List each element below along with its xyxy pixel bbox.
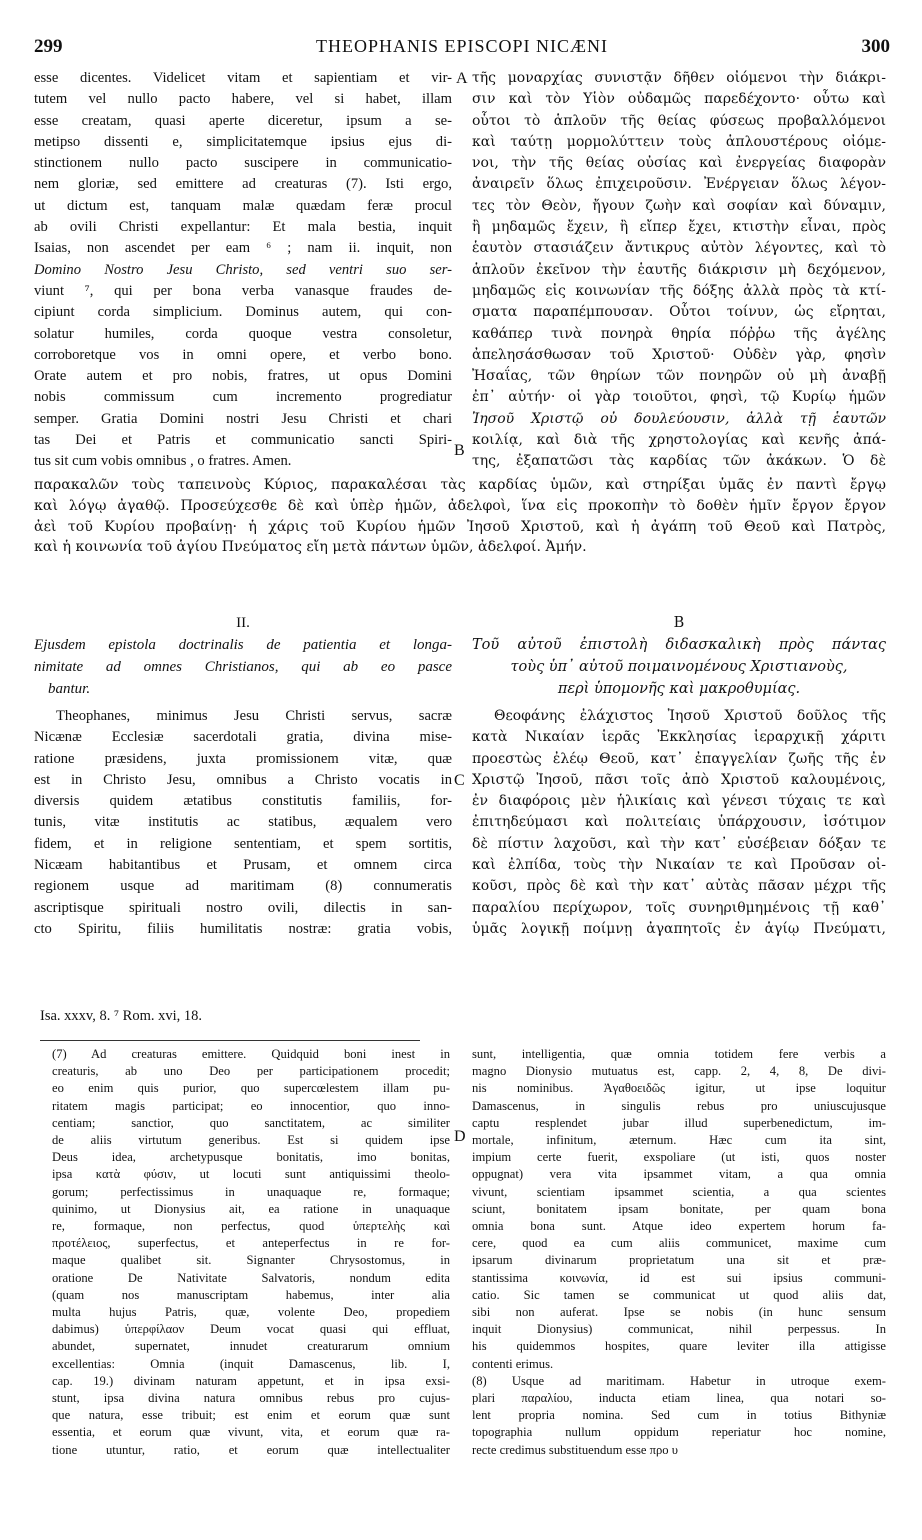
section-title-line: περὶ ὑπομονῆς καὶ μακροθυμίας. <box>557 681 801 697</box>
text-line: κατὰ Νικαίαν ἱερᾶς Ἐκκλησίας ἱεραρχικῇ χάριτι <box>472 729 886 746</box>
text-line: est in Christo Jesu, omnibus a Christo vocatis in <box>34 771 452 788</box>
note-line: recte credimus substituendum esse προ υ <box>472 1442 678 1457</box>
text-line: Ἠσαΐας, τῶν θηρίων τῶν πονηρῶν οὐ μὴ ἀναβῇ <box>472 368 886 385</box>
text-line: semper. Gratia Domini nostri Jesu Christi et chari <box>34 410 452 427</box>
notes-right-column <box>472 1046 886 1459</box>
footnote-rule <box>40 1040 420 1041</box>
text-line: regionem usque ad maritimam (8) connumeratis <box>34 878 452 895</box>
note-line: que natura, esse tribuit; est enim et eorum quæ sunt <box>52 1408 450 1423</box>
note-line: sibi non auferat. Ipse se nobis (in hunc sensum <box>472 1305 886 1320</box>
text-line: τῆς μοναρχίας συνιστᾷν δῆθεν οἰόμενοι τὴν διάκρι- <box>472 70 886 86</box>
greek-section-heading <box>472 612 886 700</box>
notes-left-column <box>52 1046 450 1459</box>
text-line: δὲ πίστιν λαχοῦσι, καὶ τὴν κατ᾽ εὐσέβειαν δόξαν τε <box>472 835 886 852</box>
note-line: eo enim quis purior, quo supercœlestem illam pu- <box>52 1081 450 1096</box>
note-line: cap. 19.) divinam naturam appetunt, et in ipsa exsi- <box>52 1373 450 1388</box>
text-line: Θεοφάνης ἐλάχιστος Ἰησοῦ Χριστοῦ δοῦλος τῆς <box>494 708 886 724</box>
note-line: abundet, supernatet, innudet creaturarum omnium <box>52 1339 450 1354</box>
margin-marker-a: A <box>456 70 468 87</box>
note-line: quinimo, ut Dionysius ait, ea ratione in unaquaque <box>52 1201 450 1216</box>
latin-section-heading <box>34 612 452 700</box>
section-number: II. <box>236 615 250 631</box>
note-line: sciunt, bonitatem ipsam bonitate, per quam bona <box>472 1201 886 1216</box>
note-line: contenti erimus. <box>472 1356 554 1371</box>
note-line: plari παραλίου, inducta etiam linea, qua notari so- <box>472 1391 886 1406</box>
note-line: cere, quod ea cum aliis communicet, maxime cum <box>472 1236 886 1251</box>
text-line: ἀναιρεῖν ὅλως ἐπιχειροῦσιν. Ἐνέργειαν ὅλως λέγον- <box>472 176 886 193</box>
margin-marker-c: C <box>454 772 465 789</box>
footnote-references: Isa. xxxv, 8. ⁷ Rom. xvi, 18. <box>40 1008 202 1024</box>
text-line: solatur humiles, corda quoque vestra consoletur, <box>34 325 452 342</box>
note-line: lent propria nomina. Sed cum in totius Bithyniæ <box>472 1408 886 1423</box>
text-line: ἁπλοῦν ἐκεῖνον τὴν ἑαυτῆς διάκρισιν μὴ δεχόμενον, <box>472 261 886 278</box>
note-line: centiam; sanctior, quo sanctitatem, ac similiter <box>52 1115 450 1130</box>
running-title: THEOPHANIS EPISCOPI NICÆNI <box>315 36 609 56</box>
text-line: corroboretque vos in omni opere, et verbo bono. <box>34 346 452 363</box>
greek-column-1 <box>472 68 886 473</box>
note-line: tione utuntur, ratio, et eorum quæ intellectualiter <box>52 1442 450 1457</box>
text-line: ἐν διαφόροις μὲν ἡλικίαις καὶ γένεσι τύχαις τε καὶ <box>472 793 886 810</box>
text-line: οὗτοι τὸ ἁπλοῦν τῆς θείας φύσεως προβαλλόμενοι <box>472 112 886 129</box>
text-line: metipso dissenti e, simplicitatemque ipsius ejus di- <box>34 133 452 150</box>
margin-marker-d: D <box>454 1128 466 1145</box>
text-line: σματα παραπέμπουσαν. Οὗτοι τοίνυν, ὡς εἴρηται, <box>472 304 886 321</box>
text-line: ascriptisque spirituali nostro ovili, dilectis in san- <box>34 899 452 916</box>
text-line: nem gloriæ, sed emittere ad creaturas (7). Isti ergo, <box>34 176 452 193</box>
note-line: (quam nos manuscriptam habemus, inter alia <box>52 1287 450 1302</box>
note-line: stunt, ipsa divina natura omnibus rebus pro cujus- <box>52 1391 450 1406</box>
section-title-line: bantur. <box>48 681 91 697</box>
text-line: Ἰησοῦ Χριστῷ οὐ δουλεύουσιν, ἀλλὰ τῇ ἑαυτῶν <box>472 410 886 427</box>
latin-column-2 <box>34 706 452 940</box>
note-line: ipsa κατὰ φύσιν, ut locuti sunt antiquissimi theolo- <box>52 1167 450 1182</box>
note-line: (8) Usque ad maritimam. Habetur in utroque exem- <box>472 1373 886 1388</box>
text-line: παρακαλῶν τοὺς ταπεινοὺς Κύριος, παρακαλέσαι τὰς καρδίας ὑμῶν, καὶ στηρίξαι ὑμᾶς ἐν παντὶ ἔργῳ <box>34 477 886 493</box>
text-line: καὶ λόγῳ ἀγαθῷ. Προσεύχεσθε δὲ καὶ ὑπὲρ ἡμῶν, ἀδελφοὶ, ἵνα εἰς προκοπὴν τὸ δοθὲν ἡμῖν ἔργον ἔργον <box>34 497 886 514</box>
text-line: ἐπιτηδεύμασι καὶ πολιτείαις ὑπάρχουσιν, ἰσότιμον <box>472 814 886 831</box>
note-line: ritatem magis participat; eo innocentior, quo inno- <box>52 1098 450 1113</box>
note-line: captu resplendet jubar illud superbenedictum, im- <box>472 1115 886 1130</box>
note-line: προτέλειος, superfectus, et anteperfectus in re for- <box>52 1236 450 1251</box>
text-line: ἐπ᾽ αὐτήν· οἱ γὰρ τοιοῦτοι, φησὶ, τῷ Κυρίῳ ἡμῶν <box>472 389 886 406</box>
left-page-number: 299 <box>34 36 63 57</box>
text-line: κοῦσι, πρὸς δὲ καὶ τὴν κατ᾽ αὐτὰς πᾶσαν μέχρι τῆς <box>472 878 886 895</box>
text-line: νοι, τὴν τῆς θείας οὐσίας καὶ ἐνεργείας διαφορὰν <box>472 155 886 172</box>
running-header <box>34 36 890 60</box>
note-line: sunt, intelligentia, quæ omnia totidem fere verbis a <box>472 1047 886 1061</box>
right-page-number: 300 <box>861 36 890 57</box>
note-line: gorum; perfectissimus in unaquaque re, formaque; <box>52 1184 450 1199</box>
text-line: ἢ μηδαμῶς ἔχειν, ἢ εἴπερ ἔχει, κτιστὴν εἶναι, πρὸς <box>472 219 886 236</box>
text-line: tutem vel nullo pacto habere, vel si habet, illam <box>34 91 452 108</box>
latin-column-1 <box>34 68 452 473</box>
text-line: της, ἐξαπατῶσι τὰς καρδίας τῶν ἀκάκων. Ὁ δὲ <box>472 453 886 470</box>
note-line: ipsarum divinarum proprietatum una sit et præ- <box>472 1253 886 1268</box>
text-line: ἀπελησάσθωσαν τοῦ Χριστοῦ· Οὐδὲν γὰρ, φησὶν <box>472 346 886 363</box>
note-line: Damascenus, in singulis rebus pro uniuscujusque <box>472 1098 886 1113</box>
text-line: Orate autem et pro nobis, fratres, ut opus Domini <box>34 368 452 385</box>
note-line: oppugnat) vera vita ipsammet vitam, a qua omnia <box>472 1167 886 1182</box>
note-line: (7) Ad creaturas emittere. Quidquid boni inest in <box>52 1047 450 1061</box>
text-line: μηδαμῶς εἰς κοινωνίαν τῆς δόξης ἀλλὰ πρὸς τὰ κτί- <box>472 282 886 299</box>
text-line: Isaias, non ascendet per eam ⁶ ; nam ii. inquit, non <box>34 240 452 257</box>
margin-marker-b: B <box>454 442 465 459</box>
note-line: his quidemmos hospites, quare leviter illa attigisse <box>472 1339 886 1354</box>
note-line: Deus idea, archetypusque bonitatis, imo bonitas, <box>52 1150 450 1165</box>
text-line: ut dictum est, tanquam malæ quædam feræ procul <box>34 197 452 214</box>
text-line: Domino Nostro Jesu Christo, sed ventri suo ser- <box>34 261 452 278</box>
text-line: fidem, et in religione sententiam, et spem sortitis, <box>34 835 452 852</box>
note-line: de aliis virtutum generibus. Est si quidem ipse <box>52 1133 450 1148</box>
note-line: catio. Sic tamen se communicat ut quod aliis dat, <box>472 1287 886 1302</box>
text-line: cto Spiritu, filiis humilitatis nostræ: gratia vobis, <box>34 920 452 937</box>
note-line: creaturis, ab uno Deo per participationem procedit; <box>52 1064 450 1079</box>
note-line: maque qualibet sit. Signanter Chrysostomus, in <box>52 1253 450 1268</box>
note-line: multa hujus Patris, quæ, volente Deo, propediem <box>52 1305 450 1320</box>
section-title-line: Τοῦ αὐτοῦ ἐπιστολὴ διδασκαλικὴ πρὸς πάντας <box>472 637 886 653</box>
text-line: viunt ⁷, qui per bona verba vanasque fraudes de- <box>34 282 452 299</box>
text-line: ratione præsidens, juxta promissionem vitæ, quæ <box>34 750 452 767</box>
note-line: re, formaque, non perfectus, quod ὑπερτελὴς καὶ <box>52 1219 450 1234</box>
text-line: ab ovili Christi expellantur: Et mala bestia, inquit <box>34 219 452 236</box>
note-line: stantissima κοινωνία, id est sui ipsius communi- <box>472 1270 886 1285</box>
note-line: omnia bona sunt. Atque ideo expertem horum fa- <box>472 1219 886 1234</box>
note-line: impium certe fuerit, exspoliare (ut isti, quos noster <box>472 1150 886 1165</box>
section-title-line: τοὺς ὑπ᾽ αὐτοῦ ποιμαινομένους Χριστιανοὺς, <box>510 659 848 675</box>
note-line: topographia nullum oppidum reperiatur hoc nomine, <box>472 1425 886 1440</box>
text-line: ὑμᾶς λογικῇ ποίμνῃ ἀγαπητοῖς ἐν ἁγίῳ Πνεύματι, <box>472 920 886 937</box>
text-line: Nicæam habitantibus et Prusam, et omnem circa <box>34 857 452 874</box>
text-line: σιν καὶ τὸν Υἱὸν οὐδαμῶς παρεδέχοντο· οὗτω καὶ <box>472 91 886 108</box>
note-line: dabimus) ὑπερφίλαον Deum vocat quasi qui effluat, <box>52 1322 450 1337</box>
note-line: excellentias: Omnia (inquit Damascenus, lib. I, <box>52 1356 450 1371</box>
section-title-line: Ejusdem epistola doctrinalis de patientia et longa- <box>34 637 452 653</box>
note-line: vivunt, scientiam ipsammet scientia, a qua scientes <box>472 1184 886 1199</box>
text-line: esse creatam, quasi aperte diceretur, ipsum a se- <box>34 112 452 129</box>
text-line: nobis commissum cum incremento progrediatur <box>34 389 452 406</box>
section-number: B <box>673 615 685 631</box>
text-line: κοιλίᾳ, καὶ διὰ τῆς χρηστολογίας καὶ κενῆς ἀπά- <box>472 432 886 449</box>
greek-column-2 <box>472 706 886 940</box>
text-line: ἑαυτὸν στασιάζειν ἄντικρυς αὐτὸν λέγοντες, καὶ τὸ <box>472 240 886 257</box>
section-title-line: nimitate ad omnes Christianos, qui ab eo pasce <box>34 659 452 675</box>
text-line: καὶ ταύτῃ μορμολύττειν τοὺς ἁπλουστέρους οἰόμε- <box>472 133 886 150</box>
text-line: καθάπερ τινὰ πονηρὰ θηρία πόῤῥω τῆς ἀγέλης <box>472 325 886 342</box>
text-line: esse dicentes. Videlicet vitam et sapientiam et vir- <box>34 70 452 86</box>
text-line: stinctionem nullo pacto suscipere in communicatio- <box>34 155 452 172</box>
note-line: essentia, et eorum quæ vivunt, vita, et eorum quæ ra- <box>52 1425 450 1440</box>
text-line: Theophanes, minimus Jesu Christi servus, sacræ <box>56 708 452 724</box>
text-line: προεστὼς ἐλέῳ Θεοῦ, κατ᾽ ἐπαγγελίαν ζωῆς τῆς ἐν <box>472 750 886 767</box>
text-line: diversis quidem ætatibus constitutis familiis, for- <box>34 793 452 810</box>
note-line: mortale, infinitum, æternum. Hæc cum ita sint, <box>472 1133 886 1148</box>
text-line: Χριστῷ Ἰησοῦ, πᾶσι τοῖς ἀπὸ Χριστοῦ καλουμένοις, <box>472 771 886 788</box>
text-line: καὶ ἡ κοινωνία τοῦ ἁγίου Πνεύματος εἴη μετὰ πάντων ὑμῶν, ἀδελφοί. Ἀμήν. <box>34 539 587 556</box>
text-line: ἀεὶ τοῦ Κυρίου προβαίνῃ· ἡ χάρις τοῦ Κυρίου ἡμῶν Ἰησοῦ Χριστοῦ, καὶ ἡ ἀγάπη τοῦ Θεοῦ καὶ Πατρὸς, <box>34 518 886 535</box>
text-line: tus sit cum vobis omnibus , o fratres. Amen. <box>34 453 292 470</box>
text-line: Nicænæ Ecclesiæ sacerdotali gratia, divina mise- <box>34 729 452 746</box>
full-width-greek <box>34 475 886 558</box>
note-line: oratione De Nativitate Salvatoris, nondum edita <box>52 1270 450 1285</box>
text-line: τες τὸν Θεὸν, ἤγουν ζωὴν καὶ σοφίαν καὶ δύναμιν, <box>472 197 886 214</box>
note-line: nis nominibus. Ἀγαθοειδῶς igitur, ut ipse loquitur <box>472 1081 886 1096</box>
text-line: tas Dei et Patris et communicatio sancti Spiri- <box>34 432 452 449</box>
text-line: tunis, vitæ institutis ac statibus, æqualem vero <box>34 814 452 831</box>
note-line: inquit Dionysius) communicat, nihil perpessus. In <box>472 1322 886 1337</box>
text-line: παραλίου περίχωρον, τοῖς συνηριθμημένοις τῇ καθ᾽ <box>472 899 886 916</box>
note-line: magno Dionysio mutuatus est, capp. 2, 4, 8, De divi- <box>472 1064 886 1079</box>
text-line: cipiunt corda simplicium. Dominus autem, qui con- <box>34 304 452 321</box>
text-line: καὶ ἐλπίδα, τοὺς τὴν Νικαίαν τε καὶ Προῦσαν οἰ- <box>472 857 886 874</box>
